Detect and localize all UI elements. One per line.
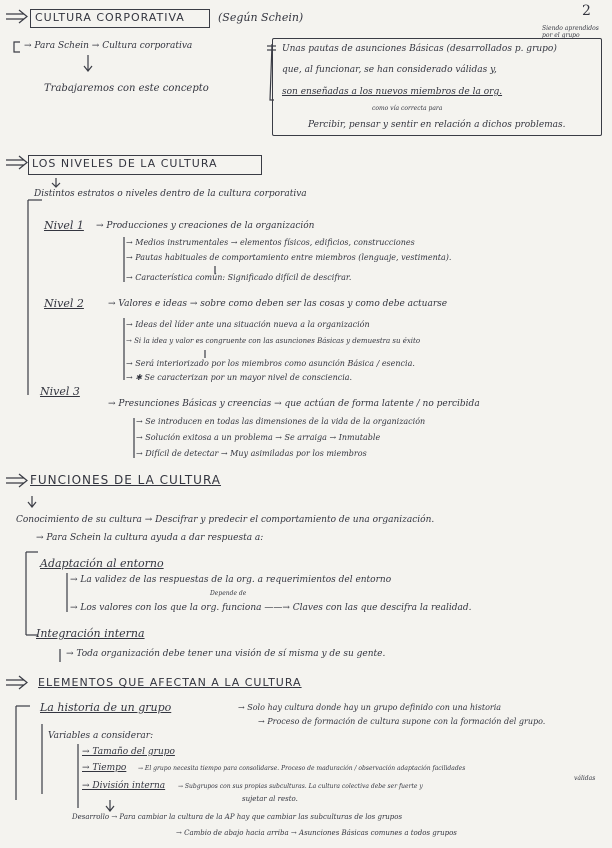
- tamano-label: → Tamaño del grupo: [82, 747, 175, 757]
- tiempo-label: → Tiempo: [82, 763, 127, 773]
- nivel-2-label: Nivel 2: [44, 297, 84, 310]
- trabajaremos-line: Trabajaremos con este concepto: [44, 83, 209, 94]
- division-rest: → Subgrupos con sus propias subculturas. La cultura colectiva debe ser fuerte y: [178, 783, 423, 790]
- variables-label: Variables a considerar:: [48, 731, 154, 741]
- funciones-line-2: → Para Schein la cultura ayuda a dar respuesta a:: [36, 533, 264, 543]
- depende-note: Depende de: [210, 590, 247, 597]
- nivel-1-item-3: → Característica común: Significado difícil de descifrar.: [126, 273, 352, 282]
- definition-line-4: Percibir, pensar y sentir en relación a dichos problemas.: [308, 120, 566, 130]
- historia-label: La historia de un grupo: [40, 701, 172, 714]
- cambio-line: → Cambio de abajo hacia arriba → Asunciones Básicas comunes a todos grupos: [176, 829, 457, 837]
- tiempo-rest: → El grupo necesita tiempo para consolidarse. Proceso de maduración / observación adaptación facilidades: [138, 765, 466, 772]
- definition-line-1: Unas pautas de asunciones Básicas (desarrollados p. grupo): [282, 44, 557, 54]
- integracion-item-1: → Toda organización debe tener una visión de sí misma y de su gente.: [66, 649, 386, 659]
- nivel-1-item-1: → Medios instrumentales → elementos físicos, edificios, construcciones: [126, 238, 415, 247]
- nivel-2-item-2: → Si la idea y valor es congruente con las asunciones Básicas y demuestra su éxito: [126, 337, 421, 345]
- desarrollo-line: Desarrollo → Para cambiar la cultura de la AP hay que cambiar las subculturas de los grupos: [72, 813, 403, 821]
- section-subtitle: (Según Schein): [218, 11, 304, 24]
- section-title-niveles: LOS NIVELES DE LA CULTURA: [32, 157, 218, 170]
- adaptacion-item-1: → La validez de las respuestas de la org. a requerimientos del entorno: [70, 575, 392, 585]
- nivel-2-item-4: → ✱ Se caracterizan por un mayor nivel de consciencia.: [126, 373, 353, 382]
- nivel-3-item-2: → Solución exitosa a un problema → Se arraiga → Inmutable: [136, 433, 381, 442]
- schein-line: → Para Schein → Cultura corporativa: [24, 41, 193, 51]
- nivel-3-head: → Presunciones Básicas y creencias → que actúan de forma latente / no percibida: [108, 399, 480, 409]
- integracion-label: Integración interna: [36, 627, 145, 640]
- nivel-2-item-1: → Ideas del líder ante una situación nueva a la organización: [126, 320, 370, 329]
- nivel-3-item-1: → Se introducen en todas las dimensiones de la vida de la organización: [136, 417, 426, 426]
- definition-line-3: son enseñadas a los nuevos miembros de la org.: [282, 87, 503, 97]
- page-number: 2: [582, 3, 591, 19]
- nivel-3-label: Nivel 3: [40, 385, 80, 398]
- section-title-funciones: FUNCIONES DE LA CULTURA: [30, 473, 222, 487]
- side-note: Siendo aprendidos por el grupo: [542, 25, 599, 39]
- niveles-intro: Distintos estratos o niveles dentro de la cultura corporativa: [34, 189, 307, 199]
- section-title-elementos: ELEMENTOS QUE AFECTAN A LA CULTURA: [38, 676, 302, 689]
- division-note: sujetar al resto.: [242, 795, 298, 803]
- adaptacion-label: Adaptación al entorno: [40, 557, 164, 570]
- nivel-2-item-3: → Será interiorizado por los miembros como asunción Básica / esencia.: [126, 359, 415, 368]
- historia-right-2: → Proceso de formación de cultura supone con la formación del grupo.: [258, 717, 546, 726]
- tiempo-note: válidas: [574, 775, 596, 782]
- definition-note: como vía correcta para: [372, 105, 443, 112]
- nivel-1-item-2: → Pautas habituales de comportamiento entre miembros (lenguaje, vestimenta).: [126, 253, 452, 262]
- section-title-cultura-corporativa: CULTURA CORPORATIVA: [35, 11, 185, 24]
- nivel-3-item-3: → Difícil de detectar → Muy asimiladas por los miembros: [136, 449, 367, 458]
- historia-right-1: → Solo hay cultura donde hay un grupo definido con una historia: [238, 703, 502, 712]
- nivel-1-label: Nivel 1: [44, 219, 84, 232]
- division-label: → División interna: [82, 781, 166, 791]
- nivel-2-head: → Valores e ideas → sobre como deben ser las cosas y como debe actuarse: [108, 299, 448, 309]
- funciones-line-1: Conocimiento de su cultura → Descifrar y predecir el comportamiento de una organización.: [16, 515, 435, 525]
- adaptacion-item-2: → Los valores con los que la org. funciona ——→ Claves con las que descifra la realidad.: [70, 603, 472, 613]
- definition-line-2: que, al funcionar, se han considerado válidas y,: [282, 65, 497, 75]
- nivel-1-head: → Producciones y creaciones de la organización: [96, 221, 315, 231]
